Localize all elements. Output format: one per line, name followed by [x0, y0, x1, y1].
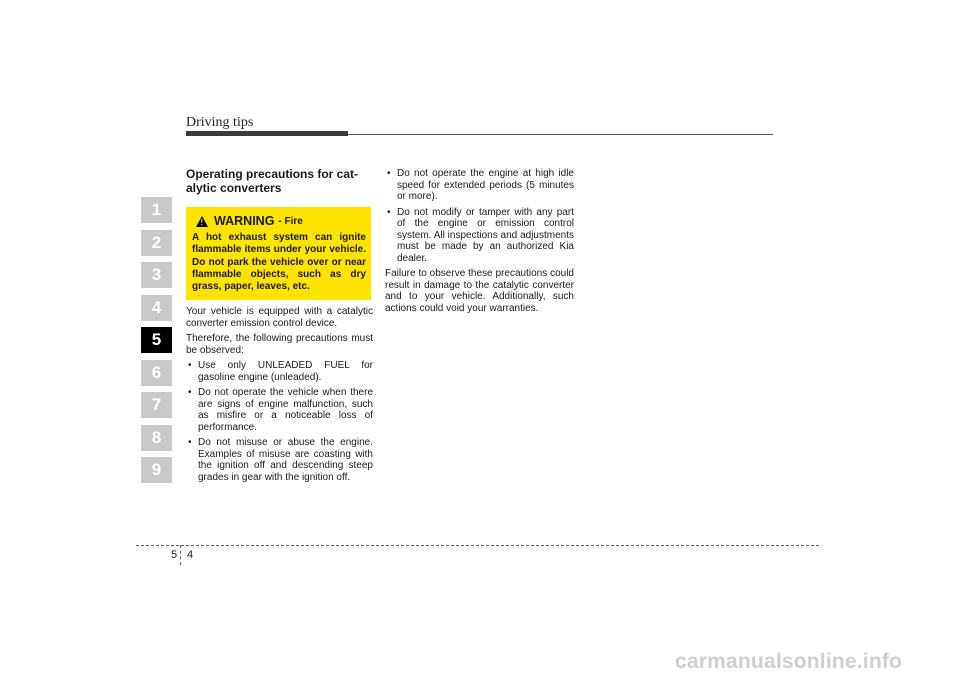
footer-separator	[180, 545, 181, 565]
list-item: • Do not operate the vehicle when there are signs of engine malfunction, such as misfire or a noticeable loss of performance.	[186, 387, 373, 433]
chapter-tab-8[interactable]: 8	[141, 425, 172, 451]
list-item: • Do not misuse or abuse the engine. Examples of misuse are coasting with the ignition off and descending steep grades in gear with the ignition off.	[186, 437, 373, 483]
intro-paragraph: Your vehicle is equipped with a catalytic converter emission control device.	[186, 306, 373, 329]
section-title	[186, 167, 373, 195]
right-column	[385, 168, 574, 318]
header-rule-thin	[348, 134, 773, 135]
watermark-text: carmanualsonline.info	[675, 650, 903, 673]
chapter-tab-7[interactable]: 7	[141, 392, 172, 418]
chapter-tab-6[interactable]: 6	[141, 360, 172, 386]
list-item: • Use only UNLEADED FUEL for gasoline engine (unleaded).	[186, 360, 373, 383]
chapter-tab-5[interactable]: 5	[141, 327, 172, 353]
chapter-tab-3[interactable]: 3	[141, 262, 172, 288]
warning-text: A hot exhaust system can ignite flammable items under your vehicle. Do not park the vehicle over or near flammable objects, such as dry grass, paper, leaves, etc.	[192, 232, 366, 293]
chapter-tabs	[141, 197, 172, 490]
warning-label: WARNING	[214, 214, 275, 228]
list-item: • Do not operate the engine at high idle speed for extended periods (5 minutes or more).	[385, 168, 574, 203]
chapter-tab-9[interactable]: 9	[141, 457, 172, 483]
chapter-tab-4[interactable]: 4	[141, 295, 172, 321]
section-title-line1: Operating precautions for cat-	[186, 167, 359, 181]
header-title: Driving tips	[186, 115, 254, 130]
header-rule-thick	[186, 131, 348, 136]
left-bullet-list	[186, 360, 373, 483]
warning-triangle-icon	[196, 216, 208, 227]
section-title-line2: alytic converters	[186, 181, 282, 195]
chapter-tab-2[interactable]: 2	[141, 230, 172, 256]
chapter-tab-1[interactable]: 1	[141, 197, 172, 223]
warning-box	[186, 207, 371, 300]
warning-sublabel: - Fire	[278, 215, 303, 227]
list-item: • Do not modify or tamper with any part of the engine or emission control system. All inspections and adjustments must be made by an authorized Kia dealer.	[385, 207, 574, 265]
left-column	[186, 167, 373, 487]
footer-rule	[136, 545, 819, 546]
page-number: 4	[187, 549, 194, 561]
consequence-paragraph: Failure to observe these precautions could result in damage to the catalytic converter and to your vehicle. Additionally, such actions could void your warranties.	[385, 268, 574, 314]
chapter-number: 5	[171, 549, 178, 561]
warning-header	[186, 213, 371, 229]
right-bullet-list	[385, 168, 574, 264]
precautions-paragraph: Therefore, the following precautions must be observed:	[186, 333, 373, 356]
